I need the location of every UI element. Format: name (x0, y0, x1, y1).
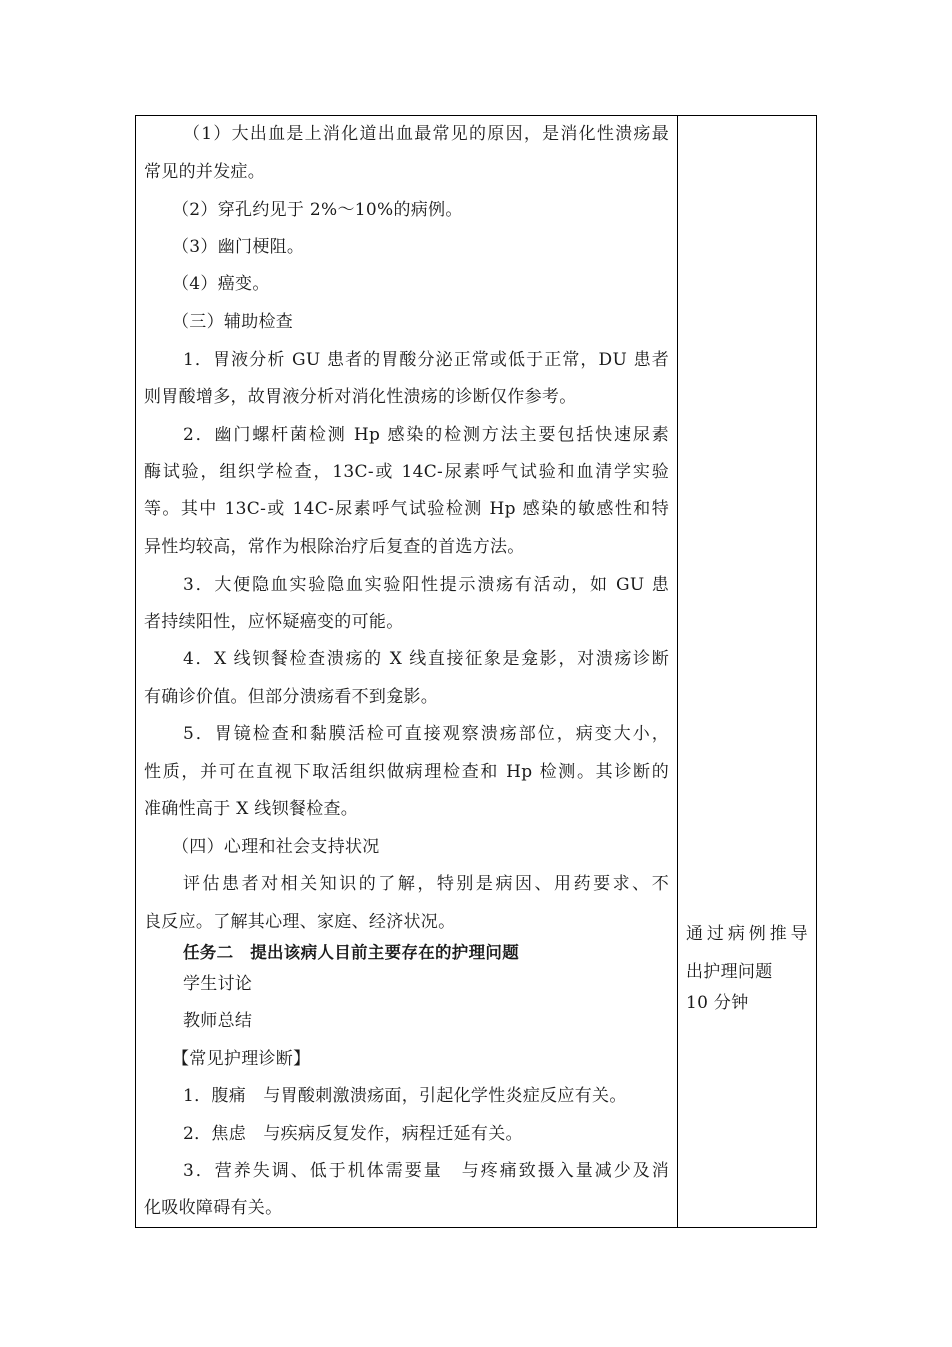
side-note-line: 出护理问题 (686, 962, 773, 982)
text-line: 5．胃镜检查和黏膜活检可直接观察溃疡部位，病变大小， (183, 724, 669, 744)
text-line: 异性均较高，常作为根除治疗后复查的首选方法。 (144, 537, 525, 557)
text-line: 有确诊价值。但部分溃疡看不到龛影。 (144, 687, 439, 707)
side-note-line: 10 分钟 (686, 993, 749, 1013)
text-line: （1）大出血是上消化道出血最常见的原因，是消化性溃疡最 (183, 124, 669, 144)
text-line: 酶试验，组织学检查，13C-或 14C-尿素呼气试验和血清学实验 (144, 462, 669, 482)
text-line: 性质，并可在直视下取活组织做病理检查和 Hp 检测。其诊断的 (144, 762, 669, 782)
section-heading: （四）心理和社会支持状况 (172, 837, 380, 857)
diagnosis-item: 1．腹痛 与胃酸刺激溃疡面，引起化学性炎症反应有关。 (183, 1086, 627, 1106)
text-line: 学生讨论 (183, 974, 253, 994)
text-line: 准确性高于 X 线钡餐检查。 (144, 799, 359, 819)
text-line: 常见的并发症。 (144, 162, 266, 182)
diagnosis-item: 3．营养失调、低于机体需要量 与疼痛致摄入量减少及消 (183, 1161, 669, 1181)
text-line: 良反应。了解其心理、家庭、经济状况。 (144, 912, 456, 932)
text-line: （2）穿孔约见于 2%～10%的病例。 (172, 200, 463, 220)
text-line: 评估患者对相关知识的了解，特别是病因、用药要求、不 (183, 874, 669, 894)
text-line: （3）幽门梗阻。 (172, 237, 305, 257)
text-line: 4．X 线钡餐检查溃疡的 X 线直接征象是龛影，对溃疡诊断 (183, 649, 669, 669)
text-line: （4）癌变。 (172, 274, 270, 294)
text-line: 化吸收障碍有关。 (144, 1198, 283, 1218)
diagnosis-item: 2．焦虑 与疾病反复发作，病程迁延有关。 (183, 1124, 523, 1144)
text-line: 1．胃液分析 GU 患者的胃酸分泌正常或低于正常，DU 患者 (183, 350, 669, 370)
side-note-line: 通过病例推导 (686, 924, 808, 944)
text-line: 则胃酸增多，故胃液分析对消化性溃疡的诊断仅作参考。 (144, 387, 577, 407)
section-heading: 【常见护理诊断】 (172, 1049, 311, 1069)
column-divider (677, 115, 678, 1228)
section-heading: （三）辅助检查 (172, 312, 294, 332)
task-heading: 任务二 提出该病人目前主要存在的护理问题 (183, 943, 519, 962)
text-line: 2．幽门螺杆菌检测 Hp 感染的检测方法主要包括快速尿素 (183, 425, 669, 445)
text-line: 教师总结 (183, 1011, 253, 1031)
text-line: 等。其中 13C-或 14C-尿素呼气试验检测 Hp 感染的敏感性和特 (144, 499, 669, 519)
text-line: 者持续阳性，应怀疑癌变的可能。 (144, 612, 404, 632)
text-line: 3．大便隐血实验隐血实验阳性提示溃疡有活动，如 GU 患 (183, 575, 669, 595)
